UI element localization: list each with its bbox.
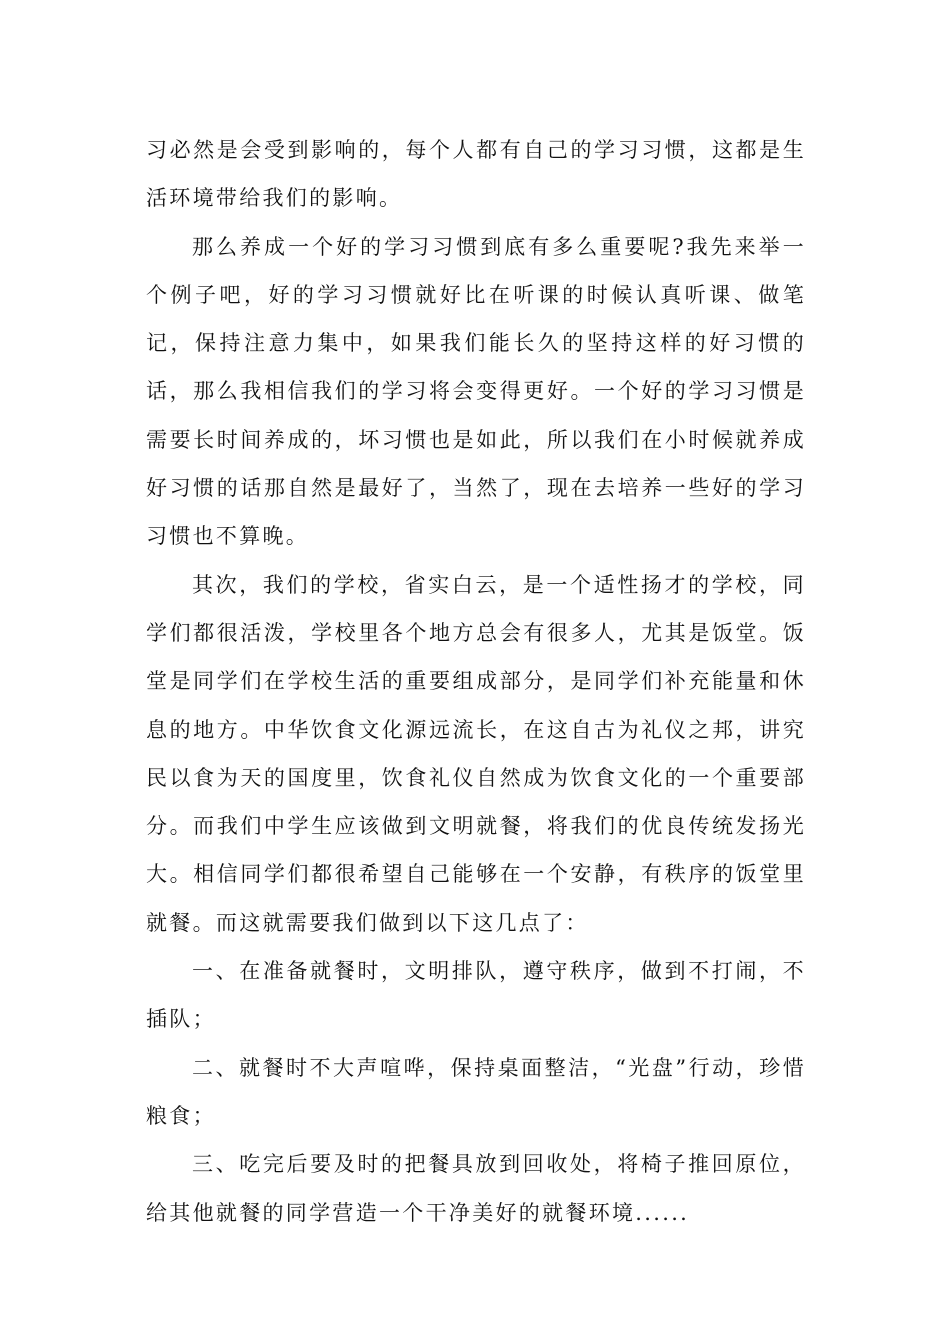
paragraph-canteen: 其次，我们的学校，省实白云，是一个适性扬才的学校，同学们都很活泼，学校里各个地方总会有很多人，尤其是饭堂。饭堂是同学们在学校生活的重要组成部分，是同学们补充能量和休息的地方。中华饮食文化源远流长，在这自古为礼仪之邦，讲究民以食为天的国度里，饮食礼仪自然成为饮食文化的一个重要部分。而我们中学生应该做到文明就餐，将我们的优良传统发扬光大。相信同学们都很希望自己能够在一个安静，有秩序的饭堂里就餐。而这就需要我们做到以下这几点了： (146, 572, 806, 935)
document-body (146, 126, 806, 1237)
list-item-point-one: 一、在准备就餐时，文明排队，遵守秩序，做到不打闹，不插队； (146, 959, 806, 1032)
list-item-point-three: 三、吃完后要及时的把餐具放到回收处，将椅子推回原位，给其他就餐的同学营造一个干净美好的就餐环境...... (146, 1152, 806, 1225)
paragraph-study-habits: 那么养成一个好的学习习惯到底有多么重要呢?我先来举一个例子吧，好的学习习惯就好比在听课的时候认真听课、做笔记，保持注意力集中，如果我们能长久的坚持这样的好习惯的话，那么我相信我们的学习将会变得更好。一个好的学习习惯是需要长时间养成的，坏习惯也是如此，所以我们在小时候就养成好习惯的话那自然是最好了，当然了，现在去培养一些好的学习习惯也不算晚。 (146, 234, 806, 549)
paragraph-continuation: 习必然是会受到影响的，每个人都有自己的学习习惯，这都是生活环境带给我们的影响。 (146, 138, 806, 211)
list-item-point-two: 二、就餐时不大声喧哗，保持桌面整洁，“光盘”行动，珍惜粮食； (146, 1055, 806, 1128)
